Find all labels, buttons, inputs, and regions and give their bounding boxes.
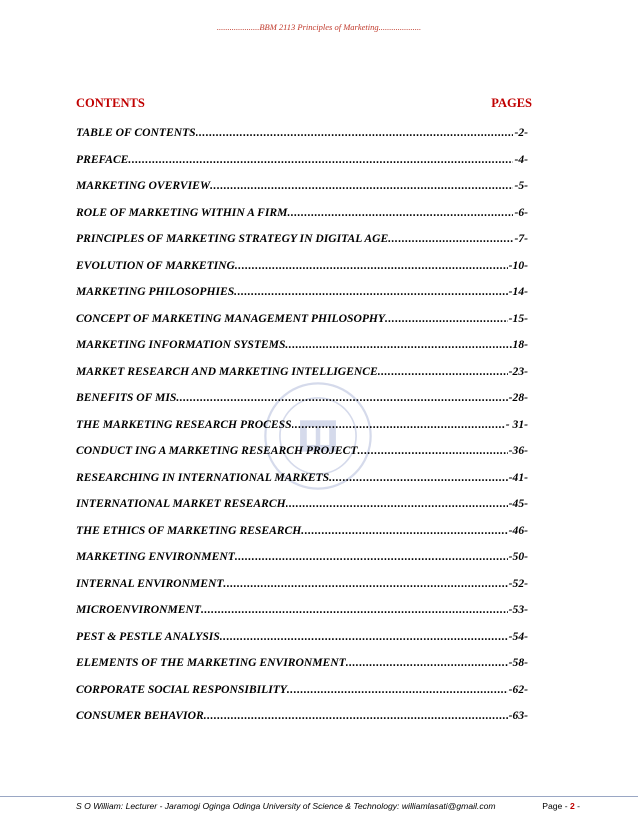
toc-leader-dots <box>385 312 508 325</box>
toc-leader-dots <box>329 471 508 484</box>
toc-entry[interactable] <box>76 497 528 524</box>
toc-entry-label: INTERNAL ENVIRONMENT <box>76 576 224 590</box>
toc-entry[interactable] <box>76 444 528 471</box>
toc-entry-label: PREFACE <box>76 152 129 166</box>
toc-entry-page: - 31- <box>505 417 528 431</box>
toc-entry-page: 18- <box>512 338 528 351</box>
toc-entry[interactable] <box>76 418 528 445</box>
toc-leader-dots <box>346 656 508 669</box>
toc-entry-label: THE MARKETING RESEARCH PROCESS <box>76 417 292 431</box>
page-number-value: 2 <box>569 801 575 811</box>
toc-leader-dots <box>388 232 513 245</box>
toc-leader-dots <box>210 179 513 192</box>
toc-leader-dots <box>235 550 508 563</box>
toc-leader-dots <box>287 206 513 219</box>
toc-entry[interactable] <box>76 391 528 418</box>
table-of-contents <box>76 126 528 736</box>
toc-entry-label: MARKET RESEARCH AND MARKETING INTELLIGENCE <box>76 364 378 378</box>
toc-entry-label: PEST & PESTLE ANALYSIS <box>76 629 220 643</box>
contents-title: CONTENTS <box>76 96 145 110</box>
toc-entry[interactable] <box>76 656 528 683</box>
toc-leader-dots <box>378 365 508 378</box>
toc-entry-label: CORPORATE SOCIAL RESPONSIBILITY <box>76 682 287 696</box>
toc-leader-dots <box>196 126 514 139</box>
toc-entry[interactable] <box>76 259 528 286</box>
toc-leader-dots <box>235 259 508 272</box>
toc-entry[interactable] <box>76 683 528 710</box>
toc-leader-dots <box>234 285 508 298</box>
toc-entry[interactable] <box>76 603 528 630</box>
toc-leader-dots <box>286 497 508 510</box>
toc-entry[interactable] <box>76 232 528 259</box>
toc-leader-dots <box>220 630 508 643</box>
toc-entry-label: THE ETHICS OF MARKETING RESEARCH <box>76 523 302 537</box>
toc-entry-label: ROLE OF MARKETING WITHIN A FIRM <box>76 205 288 219</box>
toc-entry-page: -7- <box>514 232 528 245</box>
footer-rule <box>0 796 638 797</box>
toc-entry-label: EVOLUTION OF MARKETING <box>76 258 235 272</box>
toc-leader-dots <box>128 153 513 166</box>
toc-entry[interactable] <box>76 312 528 339</box>
toc-entry[interactable] <box>76 630 528 657</box>
toc-entry-label: MARKETING INFORMATION SYSTEMS <box>76 338 286 351</box>
toc-entry[interactable] <box>76 206 528 233</box>
toc-entry-label: TABLE OF CONTENTS <box>76 126 196 139</box>
toc-entry-page: -62- <box>508 682 528 696</box>
toc-entry-label: CONSUMER BEHAVIOR <box>76 709 204 722</box>
toc-leader-dots <box>357 444 507 457</box>
toc-entry-label: RESEARCHING IN INTERNATIONAL MARKETS <box>76 470 330 484</box>
contents-heading-row <box>76 96 532 111</box>
toc-entry-page: -54- <box>508 629 528 643</box>
toc-entry-label: CONCEPT OF MARKETING MANAGEMENT PHILOSOPHY <box>76 311 385 325</box>
toc-entry-page: -63- <box>508 709 528 722</box>
toc-entry[interactable] <box>76 338 528 365</box>
toc-leader-dots <box>201 603 508 616</box>
toc-entry-page: -4- <box>514 152 528 166</box>
toc-leader-dots <box>287 683 508 696</box>
toc-entry-page: -14- <box>508 285 528 298</box>
toc-entry-page: -50- <box>508 550 528 563</box>
toc-entry-page: -28- <box>508 391 528 404</box>
toc-entry-page: -6- <box>514 205 528 219</box>
toc-leader-dots <box>292 418 505 431</box>
footer-author: S O William: Lecturer - Jaramogi Oginga Odinga University of Science & Technology: williamlasati@gmail.com <box>76 801 496 811</box>
toc-entry[interactable] <box>76 126 528 153</box>
toc-entry-page: -23- <box>508 364 528 378</box>
toc-entry-page: -15- <box>508 311 528 325</box>
toc-entry-page: -41- <box>508 470 528 484</box>
toc-entry[interactable] <box>76 471 528 498</box>
toc-entry-label: CONDUCT ING A MARKETING RESEARCH PROJECT <box>76 444 358 457</box>
toc-entry-page: -5- <box>514 179 528 192</box>
toc-entry-label: PRINCIPLES OF MARKETING STRATEGY IN DIGITAL AGE <box>76 232 389 245</box>
toc-entry-page: -53- <box>508 603 528 616</box>
toc-entry-label: MICROENVIRONMENT <box>76 603 201 616</box>
toc-entry[interactable] <box>76 285 528 312</box>
toc-entry-label: MARKETING OVERVIEW <box>76 179 211 192</box>
toc-entry-page: -46- <box>508 523 528 537</box>
toc-entry-label: MARKETING PHILOSOPHIES <box>76 285 235 298</box>
toc-leader-dots <box>176 391 507 404</box>
toc-entry-page: -58- <box>508 656 528 669</box>
toc-entry-label: BENEFITS OF MIS <box>76 391 177 404</box>
toc-leader-dots <box>285 338 511 351</box>
toc-entry[interactable] <box>76 179 528 206</box>
toc-leader-dots <box>204 709 508 722</box>
toc-leader-dots <box>301 524 507 537</box>
pages-title: PAGES <box>491 96 532 110</box>
toc-entry[interactable] <box>76 524 528 551</box>
toc-entry-page: -2- <box>514 126 528 139</box>
toc-entry-label: MARKETING ENVIRONMENT <box>76 550 235 563</box>
toc-entry-page: -52- <box>508 576 528 590</box>
toc-leader-dots <box>223 577 507 590</box>
toc-entry[interactable] <box>76 550 528 577</box>
running-header: ....................BBM 2113 Principles of Marketing.................... <box>216 22 422 32</box>
toc-entry[interactable] <box>76 365 528 392</box>
toc-entry-page: -45- <box>508 497 528 510</box>
toc-entry[interactable] <box>76 709 528 736</box>
page-number: Page - 2 - <box>542 801 580 811</box>
toc-entry[interactable] <box>76 153 528 180</box>
toc-entry[interactable] <box>76 577 528 604</box>
toc-entry-label: INTERNATIONAL MARKET RESEARCH <box>76 497 286 510</box>
toc-entry-page: -36- <box>508 444 528 457</box>
toc-entry-page: -10- <box>508 258 528 272</box>
toc-entry-label: ELEMENTS OF THE MARKETING ENVIRONMENT <box>76 656 346 669</box>
